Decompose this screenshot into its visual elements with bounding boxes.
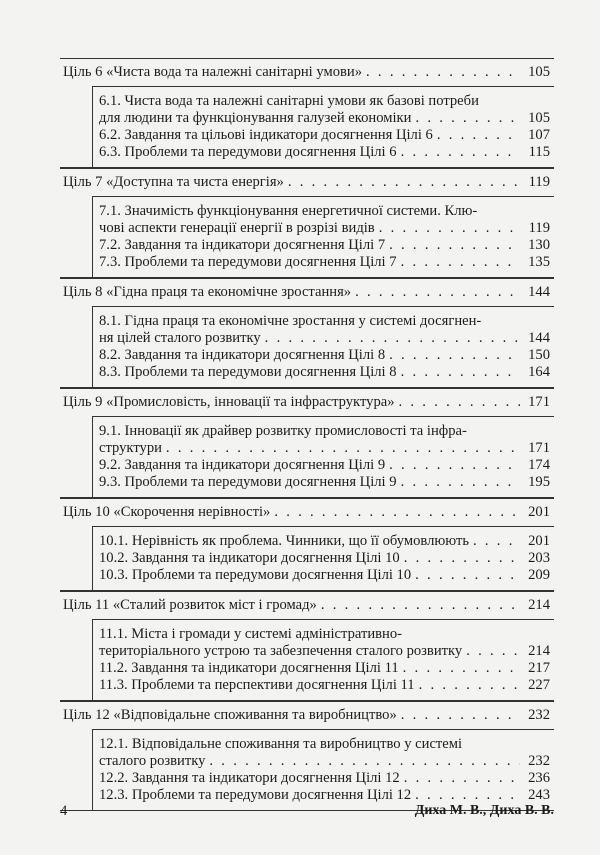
- toc-subsection-text: 11.1. Міста і громади у системі адміністративно-: [99, 626, 403, 642]
- toc-page-number: 130: [528, 237, 550, 253]
- toc-goal-title: Ціль 7 «Доступна та чиста енергія»: [63, 174, 284, 190]
- toc-goal-entry: [60, 58, 554, 86]
- dot-leader: [415, 567, 520, 584]
- toc-subsection-text: 10.2. Завдання та індикатори досягнення Цілі 10: [99, 550, 400, 566]
- toc-subsection-entry: [99, 220, 554, 237]
- toc-subsection-list: [92, 729, 554, 810]
- toc-page-number: 214: [528, 643, 550, 659]
- toc-subsection-text: територіального устрою та забезпечення сталого розвитку: [99, 643, 463, 659]
- toc-subsection-entry: [99, 753, 554, 770]
- dot-leader: [401, 254, 520, 271]
- dot-leader: [401, 364, 520, 381]
- toc-subsection-entry: [99, 567, 554, 584]
- toc-subsection-text: 10.3. Проблеми та передумови досягнення Цілі 10: [99, 567, 412, 583]
- toc-subsection-entry: [99, 110, 554, 127]
- toc-subsection-entry: [99, 440, 554, 457]
- dot-leader: [321, 597, 520, 614]
- dot-leader: [466, 643, 520, 660]
- toc-subsection-line: [99, 423, 554, 440]
- toc-subsection-text: 9.3. Проблеми та передумови досягнення Цілі 9: [99, 474, 397, 490]
- toc-subsection-entry: [99, 457, 554, 474]
- toc-page-number: 201: [528, 533, 550, 549]
- toc-page-number: 236: [528, 770, 550, 786]
- dot-leader: [399, 394, 520, 411]
- toc-subsection-entry: [99, 347, 554, 364]
- toc-subsection-text: 12.1. Відповідальне споживання та виробництво у системі: [99, 736, 463, 752]
- toc-goal-entry: [60, 591, 554, 619]
- dot-leader: [404, 770, 520, 787]
- toc-subsection-text: 9.2. Завдання та індикатори досягнення Цілі 9: [99, 457, 386, 473]
- toc-page-number: 243: [528, 787, 550, 803]
- toc-subsection-text: 8.3. Проблеми та передумови досягнення Цілі 8: [99, 364, 397, 380]
- toc-subsection-list: [92, 619, 554, 700]
- toc-page-number: 209: [528, 567, 550, 583]
- dot-leader: [265, 330, 520, 347]
- toc-page-number: 214: [528, 597, 550, 613]
- dot-leader: [379, 220, 520, 237]
- toc-page-number: 107: [528, 127, 550, 143]
- toc-subsection-text: для людини та функціонування галузей економіки: [99, 110, 412, 126]
- toc-subsection-text: 11.2. Завдання та індикатори досягнення Цілі 11: [99, 660, 399, 676]
- dot-leader: [209, 753, 520, 770]
- dot-leader: [401, 707, 520, 724]
- toc-subsection-text: сталого розвитку: [99, 753, 206, 769]
- toc-subsection-text: 11.3. Проблеми та перспективи досягнення Цілі 11: [99, 677, 415, 693]
- dot-leader: [355, 284, 520, 301]
- toc-subsection-entry: [99, 330, 554, 347]
- toc-subsection-entry: [99, 364, 554, 381]
- toc-page-number: 201: [528, 504, 550, 520]
- toc-subsection-list: [92, 306, 554, 387]
- toc-subsection-entry: [99, 474, 554, 491]
- toc-subsection-entry: [99, 643, 554, 660]
- toc-subsection-entry: [99, 770, 554, 787]
- toc-page-number: 105: [528, 110, 550, 126]
- toc-subsection-text: 6.2. Завдання та цільові індикатори досягнення Цілі 6: [99, 127, 433, 143]
- toc-goal-entry: [60, 168, 554, 196]
- table-of-contents: [60, 58, 554, 811]
- toc-subsection-entry: [99, 677, 554, 694]
- toc-goal-title: Ціль 8 «Гідна праця та економічне зростання»: [63, 284, 352, 300]
- dot-leader: [389, 457, 520, 474]
- toc-goal-entry: [60, 388, 554, 416]
- toc-section: [60, 701, 554, 811]
- dot-leader: [419, 677, 520, 694]
- toc-subsection-line: [99, 626, 554, 643]
- toc-subsection-line: [99, 203, 554, 220]
- toc-page-number: 174: [528, 457, 550, 473]
- toc-section: [60, 591, 554, 701]
- toc-subsection-text: 6.3. Проблеми та передумови досягнення Цілі 6: [99, 144, 397, 160]
- dot-leader: [415, 110, 520, 127]
- dot-leader: [403, 660, 520, 677]
- dot-leader: [437, 127, 520, 144]
- dot-leader: [274, 504, 520, 521]
- toc-section: [60, 168, 554, 278]
- toc-subsection-entry: [99, 144, 554, 161]
- toc-subsection-text: 7.2. Завдання та індикатори досягнення Цілі 7: [99, 237, 386, 253]
- toc-page-number: 144: [528, 330, 550, 346]
- toc-goal-entry: [60, 278, 554, 306]
- toc-subsection-line: [99, 736, 554, 753]
- toc-subsection-entry: [99, 127, 554, 144]
- toc-subsection-text: 7.1. Значимість функціонування енергетичної системи. Клю-: [99, 203, 478, 219]
- toc-goal-title: Ціль 12 «Відповідальне споживання та виробництво»: [63, 707, 397, 723]
- toc-subsection-text: 8.2. Завдання та індикатори досягнення Цілі 8: [99, 347, 386, 363]
- toc-subsection-list: [92, 416, 554, 497]
- dot-leader: [389, 347, 520, 364]
- dot-leader: [401, 474, 520, 491]
- toc-subsection-text: 8.1. Гідна праця та економічне зростання у системі досягнен-: [99, 313, 482, 329]
- toc-subsection-entry: [99, 660, 554, 677]
- toc-subsection-text: структури: [99, 440, 162, 456]
- toc-goal-entry: [60, 498, 554, 526]
- toc-page-number: 227: [528, 677, 550, 693]
- toc-section: [60, 498, 554, 591]
- dot-leader: [166, 440, 520, 457]
- toc-subsection-entry: [99, 533, 554, 550]
- toc-page-number: 135: [528, 254, 550, 270]
- dot-leader: [404, 550, 520, 567]
- toc-page-number: 171: [528, 440, 550, 456]
- toc-page-number: 203: [528, 550, 550, 566]
- toc-subsection-text: 10.1. Нерівність як проблема. Чинники, що її обумовлюють: [99, 533, 469, 549]
- toc-page-number: 217: [528, 660, 550, 676]
- toc-subsection-text: 12.2. Завдання та індикатори досягнення Цілі 12: [99, 770, 400, 786]
- toc-subsection-list: [92, 86, 554, 167]
- toc-subsection-list: [92, 196, 554, 277]
- toc-goal-title: Ціль 10 «Скорочення нерівності»: [63, 504, 271, 520]
- toc-page-number: 105: [528, 64, 550, 80]
- dot-leader: [401, 144, 520, 161]
- dot-leader: [389, 237, 520, 254]
- toc-subsection-text: 6.1. Чиста вода та належні санітарні умови як базові потреби: [99, 93, 479, 109]
- toc-subsection-entry: [99, 237, 554, 254]
- toc-page-number: 115: [528, 144, 550, 160]
- page-number: 4: [60, 803, 68, 819]
- dot-leader: [415, 787, 520, 804]
- toc-subsection-text: 9.1. Інновації як драйвер розвитку промисловості та інфра-: [99, 423, 467, 439]
- toc-subsection-text: чові аспекти генерації енергії в розрізі видів: [99, 220, 375, 236]
- toc-page-number: 150: [528, 347, 550, 363]
- toc-section: [60, 388, 554, 498]
- toc-page-number: 144: [528, 284, 550, 300]
- toc-page-number: 119: [528, 220, 550, 236]
- authors-footer: Диха М. В., Диха В. В.: [414, 803, 554, 818]
- dot-leader: [366, 64, 520, 81]
- toc-goal-title: Ціль 6 «Чиста вода та належні санітарні умови»: [63, 64, 363, 80]
- toc-subsection-entry: [99, 254, 554, 271]
- toc-page-number: 232: [528, 707, 550, 723]
- toc-page-number: 232: [528, 753, 550, 769]
- toc-subsection-text: 12.3. Проблеми та передумови досягнення Цілі 12: [99, 787, 412, 803]
- toc-page-number: 171: [528, 394, 550, 410]
- toc-section: [60, 278, 554, 388]
- toc-page-number: 195: [528, 474, 550, 490]
- toc-subsection-text: 7.3. Проблеми та передумови досягнення Цілі 7: [99, 254, 397, 270]
- dot-leader: [288, 174, 520, 191]
- toc-page-number: 164: [528, 364, 550, 380]
- toc-subsection-entry: [99, 550, 554, 567]
- toc-section: [60, 58, 554, 168]
- toc-subsection-line: [99, 93, 554, 110]
- toc-goal-entry: [60, 701, 554, 729]
- toc-subsection-entry: [99, 787, 554, 804]
- dot-leader: [473, 533, 520, 550]
- toc-subsection-list: [92, 526, 554, 590]
- toc-goal-title: Ціль 9 «Промисловість, інновації та інфраструктура»: [63, 394, 395, 410]
- toc-subsection-text: ня цілей сталого розвитку: [99, 330, 261, 346]
- toc-subsection-line: [99, 313, 554, 330]
- toc-page-number: 119: [528, 174, 550, 190]
- toc-goal-title: Ціль 11 «Сталий розвиток міст і громад»: [63, 597, 317, 613]
